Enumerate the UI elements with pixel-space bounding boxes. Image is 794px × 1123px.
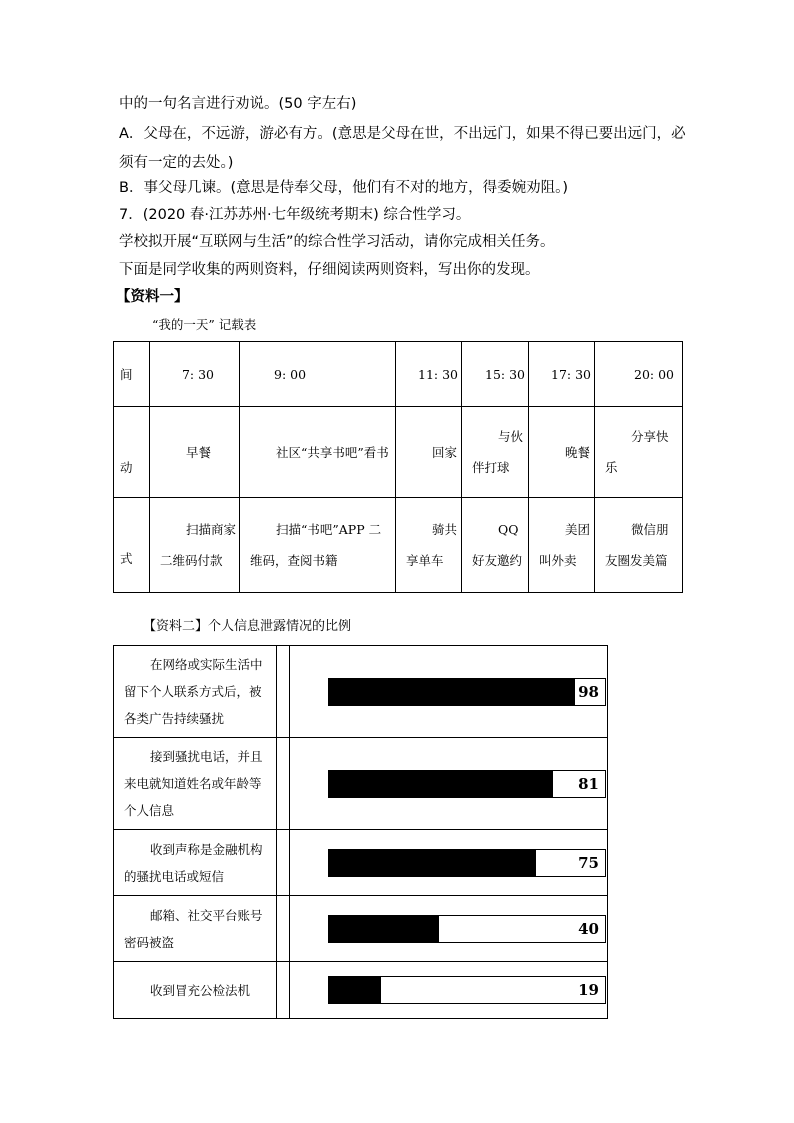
time-text: 11: 30 (418, 366, 458, 382)
bar-track (328, 849, 606, 877)
table-cell (529, 407, 595, 498)
table-cell (396, 407, 462, 498)
table-cell (240, 407, 396, 498)
bar-value: 40 (578, 919, 599, 938)
privacy-leak-table (113, 645, 608, 1019)
bar-fill (329, 850, 536, 876)
spacer-cell (277, 962, 290, 1019)
activity-text: 社区“共享书吧”看书 (276, 444, 389, 460)
activity-text: 晚餐 (565, 444, 591, 460)
bar-track (328, 678, 606, 706)
bar-cell (290, 896, 608, 962)
time-text: 17: 30 (551, 366, 591, 382)
daily-record-table (113, 341, 683, 593)
leak-label: 邮箱、社交平台账号密码被盗 (114, 896, 277, 962)
table-cell (150, 407, 240, 498)
table-cell (529, 342, 595, 407)
leak-row (114, 738, 608, 830)
intro-line: 7．(2020 春·江苏苏州·七年级统考期末) 综合性学习。 (119, 207, 471, 223)
table-cell (462, 407, 529, 498)
spacer-cell (277, 646, 290, 738)
table1-caption: “我的一天” 记载表 (152, 317, 257, 332)
intro-line: 下面是同学收集的两则资料，仔细阅读两则资料，写出你的发现。 (119, 262, 540, 278)
activity-text: 分享快乐 (605, 429, 669, 475)
table-cell (595, 498, 683, 593)
leak-label: 收到冒充公检法机 (114, 962, 277, 1019)
bar-cell (290, 962, 608, 1019)
row-header-text: 间 (120, 366, 133, 382)
intro-line: A．父母在，不远游，游必有方。(意思是父母在世，不出远门，如果不得已要出远门，必 (119, 126, 686, 142)
row-header (114, 498, 150, 593)
table-cell (529, 498, 595, 593)
leak-row (114, 962, 608, 1019)
bar-fill (329, 679, 575, 705)
leak-row (114, 646, 608, 738)
time-text: 15: 30 (485, 366, 525, 382)
method-text: 扫描商家二维码付款 (160, 522, 237, 568)
method-text: 美团叫外卖 (539, 522, 591, 568)
row-header (114, 407, 150, 498)
method-text: 扫描“书吧”APP 二维码，查阅书籍 (250, 522, 382, 568)
activity-text: 与伙伴打球 (472, 429, 524, 475)
row-header-text: 动 (120, 460, 133, 475)
table-cell (595, 342, 683, 407)
table-cell (240, 342, 396, 407)
intro-line: 学校拟开展“互联网与生活”的综合性学习活动，请你完成相关任务。 (119, 234, 555, 250)
bar-fill (329, 916, 439, 942)
spacer-cell (277, 896, 290, 962)
bar-value: 98 (578, 682, 599, 701)
table-cell (396, 342, 462, 407)
bar-cell (290, 646, 608, 738)
intro-line: 须有一定的去处。) (119, 155, 234, 171)
time-text: 9: 00 (274, 366, 307, 382)
bar-track (328, 915, 606, 943)
row-header (114, 342, 150, 407)
activity-text: 早餐 (186, 444, 212, 460)
method-text: 骑共享单车 (406, 522, 458, 568)
table-cell (150, 498, 240, 593)
activity-text: 回家 (432, 444, 458, 460)
time-text: 20: 00 (634, 366, 674, 382)
time-text: 7: 30 (181, 366, 215, 382)
table-cell (240, 498, 396, 593)
table-cell (462, 342, 529, 407)
row-header-text: 式 (120, 551, 133, 566)
bar-value: 75 (578, 853, 599, 872)
intro-line: 中的一句名言进行劝说。(50 字左右) (119, 96, 357, 112)
bar-value: 81 (578, 774, 599, 793)
bar-fill (329, 977, 381, 1003)
bar-fill (329, 771, 553, 797)
leak-label: 接到骚扰电话，并且来电就知道姓名或年龄等个人信息 (114, 738, 277, 830)
table-cell (150, 342, 240, 407)
leak-row (114, 830, 608, 896)
bar-cell (290, 738, 608, 830)
bar-value: 19 (578, 981, 599, 999)
leak-label: 在网络或实际生活中留下个人联系方式后，被各类广告持续骚扰 (114, 646, 277, 738)
table-cell (595, 407, 683, 498)
leak-label: 收到声称是金融机构的骚扰电话或短信 (114, 830, 277, 896)
spacer-cell (277, 738, 290, 830)
section-heading: 【资料一】 (116, 289, 189, 305)
bar-cell (290, 830, 608, 896)
leak-row (114, 896, 608, 962)
spacer-cell (277, 830, 290, 896)
method-text: 微信朋友圈发美篇 (605, 522, 669, 568)
table-cell (396, 498, 462, 593)
bar-track (328, 976, 606, 1004)
method-text: QQ 好友邀约 (472, 522, 523, 568)
bar-track (328, 770, 606, 798)
table2-title: 【资料二】个人信息泄露情况的比例 (143, 619, 352, 634)
intro-line: B．事父母几谏。(意思是侍奉父母，他们有不对的地方，得委婉劝阻。) (119, 180, 569, 196)
table-cell (462, 498, 529, 593)
